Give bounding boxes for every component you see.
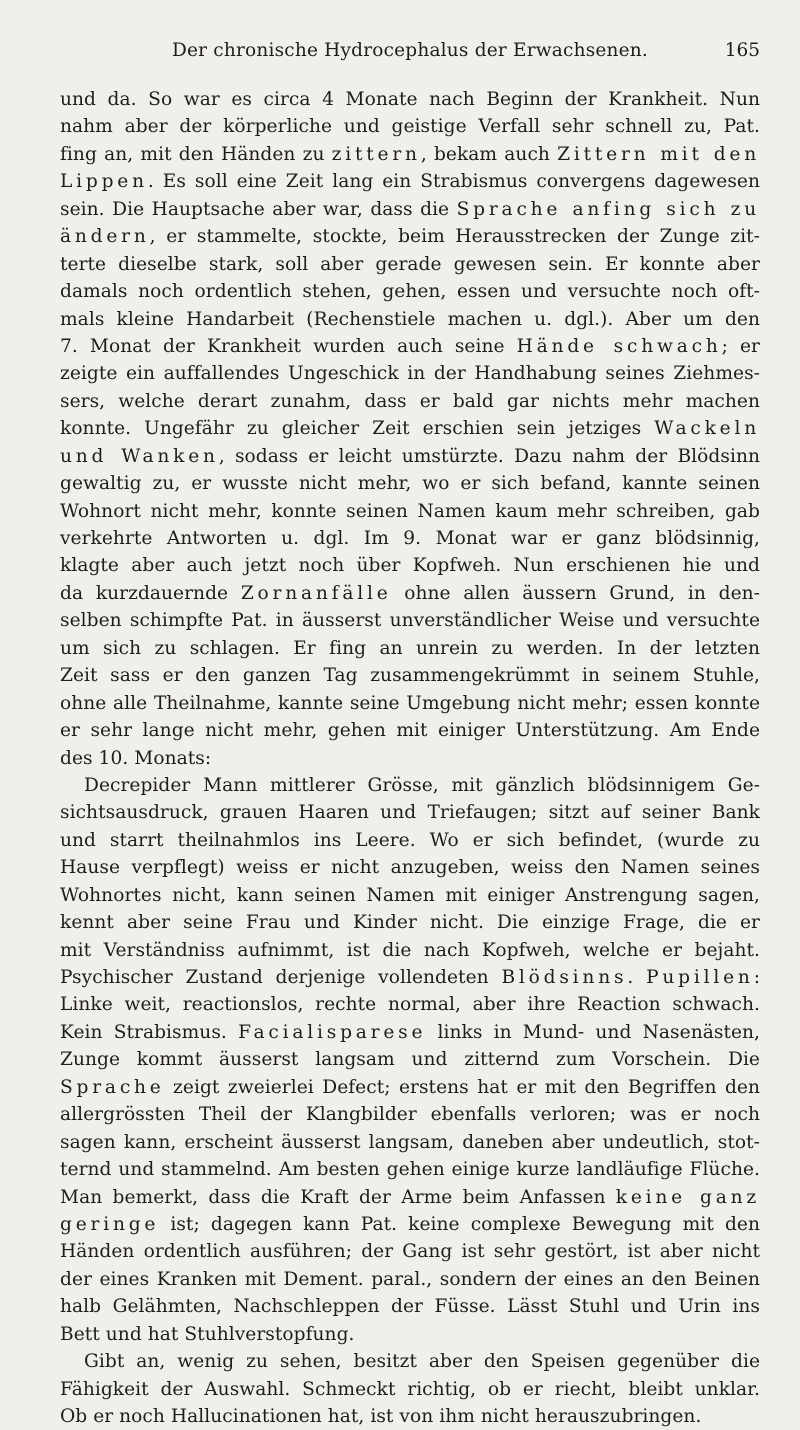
text-run: ; er [721,335,760,357]
text-line [60,333,760,360]
text-run: des 10. Monats: [60,747,212,769]
spaced-emphasis: Pupillen [646,967,754,988]
text-line [60,388,760,415]
text-line [60,223,760,250]
text-line [60,168,760,195]
text-line [60,1046,760,1073]
text-run: ternd und stammelnd. Am besten gehen einige kurze landläufige Flüche. [60,1159,760,1181]
spaced-emphasis: geringe [60,1213,160,1235]
text-line [60,772,760,799]
text-run: mit Verständniss aufnimmt, ist die nach Kopfweh, welche er bejaht. [60,939,760,961]
text-run: zeigte ein auffallendes Ungeschick in der Handhabung seines Ziehmes- [60,363,760,385]
page-number: 165 [724,40,760,61]
text-run: Fähigkeit der Auswahl. Schmeckt richtig, ob er riecht, bleibt unklar. [60,1378,760,1400]
text-run: Händen ordentlich ausführen; der Gang ist sehr gestört, ist aber nicht [60,1241,760,1263]
text-run: da kurzdauernde [60,582,241,604]
text-line [60,909,760,936]
text-line [60,1074,760,1101]
text-run: Psychischer Zustand derjenige vollendeten [60,967,502,988]
text-line [60,991,760,1018]
spaced-emphasis: Hände schwach [516,335,722,357]
text-run: , sodass er leicht umstürzte. Dazu nahm der Blödsinn [218,445,760,467]
text-line [60,443,760,470]
text-run: mals kleine Handarbeit (Rechenstiele machen u. dgl.). Aber um den [60,308,760,330]
text-run: ohne allen äussern Grund, in den- [391,582,760,604]
text-run: sichtsausdruck, grauen Haaren und Triefaugen; sitzt auf seiner Bank [60,802,760,824]
text-line [60,1129,760,1156]
text-line [60,498,760,525]
text-line [60,937,760,964]
text-run: Bett und hat Stuhlverstopfung. [60,1323,355,1345]
text-line [60,1266,760,1293]
text-run: Man bemerkt, dass die Kraft der Arme beim Anfassen [60,1186,616,1208]
text-run: ohne alle Theilnahme, kannte seine Umgebung nicht mehr; essen konnte [60,692,760,714]
text-run: Kein Strabismus. [60,1021,239,1043]
text-line [60,964,760,991]
text-line [60,86,760,113]
text-run: links in Mund- und Nasenästen, [426,1021,761,1043]
text-line [60,278,760,305]
text-line [60,1376,760,1403]
text-line [60,1321,760,1348]
text-line [60,306,760,333]
text-run: verkehrte Antworten u. dgl. Im 9. Monat war er ganz blödsinnig, [60,528,760,549]
text-run: damals noch ordentlich stehen, gehen, essen und versuchte noch oft- [60,281,760,303]
text-line [60,662,760,689]
text-line [60,1348,760,1375]
spaced-emphasis: ändern [60,226,150,248]
text-line [60,1101,760,1128]
text-run: der eines Kranken mit Dement. paral., sondern der eines an den Beinen [60,1268,760,1290]
text-line [60,141,760,168]
text-line [60,113,760,140]
spaced-emphasis: Wackeln [654,418,760,440]
spaced-emphasis: Zittern mit den [557,143,760,165]
text-run: Decrepider Mann mittlerer Grösse, mit gänzlich blödsinnigem Ge- [84,774,760,796]
text-run: . Es soll eine Zeit lang ein Strabismus convergens dagewesen [147,171,760,193]
text-run: Wohnort nicht mehr, konnte seinen Namen kaum mehr schreiben, gab [60,500,760,522]
text-run: Zunge kommt äusserst langsam und zitternd zum Vorschein. Die [60,1049,760,1071]
text-run: um sich zu schlagen. Er fing an unrein zu werden. In der letzten [60,637,760,659]
text-line [60,607,760,634]
spaced-emphasis: Blödsinns [501,967,628,988]
text-line [60,799,760,826]
text-run: sers, welche derart zunahm, dass er bald gar nichts mehr machen [60,390,760,412]
text-run: 7. Monat der Krankheit wurden auch seine [60,335,517,357]
spaced-emphasis: keine ganz [615,1186,760,1208]
text-run: terte dieselbe stark, soll aber gerade gewesen sein. Er konnte aber [60,253,760,275]
text-run: Linke weit, reactionslos, rechte normal, aber ihre Reaction schwach. [60,994,760,1016]
text-line [60,196,760,223]
text-line [60,635,760,662]
text-line [60,1403,760,1430]
spaced-emphasis: Sprache [60,1076,165,1098]
text-line [60,1211,760,1238]
text-line [60,1184,760,1211]
text-run: und da. So war es circa 4 Monate nach Beginn der Krankheit. Nun [60,89,760,110]
text-run: allergrössten Theil der Klangbilder ebenfalls verloren; was er noch [60,1104,760,1126]
text-run: Ob er noch Hallucinationen hat, ist von ihm nicht herauszubringen. [60,1406,702,1427]
spaced-emphasis: und Wanken [60,445,219,467]
text-run: er sehr lange nicht mehr, gehen mit einiger Unterstützung. Am Ende [60,720,760,742]
text-run: nahm aber der körperliche und geistige Verfall sehr schnell zu, Pat. [60,116,760,138]
body-text [60,86,760,1430]
text-run: selben schimpfte Pat. in äusserst unverständlicher Weise und versuchte [60,610,760,632]
text-line [60,580,760,607]
text-run: Wohnortes nicht, kann seinen Namen mit einiger Anstrengung sagen, [60,884,760,906]
text-line [60,1238,760,1265]
text-run: Hause verpflegt) weiss er nicht anzugeben, weiss den Namen seines [60,857,760,879]
text-run: . [627,967,647,988]
text-line [60,690,760,717]
text-line [60,470,760,497]
text-line [60,745,760,772]
text-line [60,827,760,854]
text-run: sagen kann, erscheint äusserst langsam, daneben aber undeutlich, stot- [60,1131,760,1153]
text-run: gewaltig zu, er wusste nicht mehr, wo er sich befand, kannte seinen [60,473,760,495]
text-run: Gibt an, wenig zu sehen, besitzt aber den Speisen gegenüber die [84,1351,760,1373]
text-run: , er stammelte, stockte, beim Herausstrecken der Zunge zit- [149,226,760,248]
text-run: sein. Die Hauptsache aber war, dass die [60,198,457,220]
text-run: ist; dagegen kann Pat. keine complexe Bewegung mit den [159,1213,760,1235]
text-run: konnte. Ungefähr zu gleicher Zeit erschien sein jetziges [60,418,655,440]
running-header [60,40,760,70]
text-line [60,1156,760,1183]
text-run: fing an, mit den Händen zu [60,143,332,165]
text-run: halb Gelähmten, Nachschleppen der Füsse. Lässt Stuhl und Urin ins [60,1296,760,1318]
text-line [60,717,760,744]
running-title: Der chronische Hydrocephalus der Erwachsenen. [171,40,648,61]
text-run: zeigt zweierlei Defect; erstens hat er mit den Begriffen den [164,1076,760,1098]
spaced-emphasis: zittern [331,143,421,165]
text-line [60,415,760,442]
text-run: und starrt theilnahmlos ins Leere. Wo er sich befindet, (wurde zu [60,829,760,851]
spaced-emphasis: Facialisparese [238,1021,427,1043]
spaced-emphasis: Sprache anfing sich zu [456,198,760,220]
text-run: Zeit sass er den ganzen Tag zusammengekrümmt in seinem Stuhle, [60,665,760,687]
text-line [60,360,760,387]
spaced-emphasis: Lippen [60,171,148,193]
text-run: kennt aber seine Frau und Kinder nicht. Die einzige Frage, die er [60,912,760,934]
text-line [60,552,760,579]
text-line [60,1293,760,1320]
text-line [60,854,760,881]
text-line [60,1019,760,1046]
text-line [60,525,760,552]
spaced-emphasis: Zornanfälle [240,582,392,604]
text-run: , bekam auch [420,143,558,165]
text-line [60,251,760,278]
text-run: klagte aber auch jetzt noch über Kopfweh. Nun erschienen hie und [60,555,760,577]
text-line [60,882,760,909]
text-run: : [753,967,761,988]
